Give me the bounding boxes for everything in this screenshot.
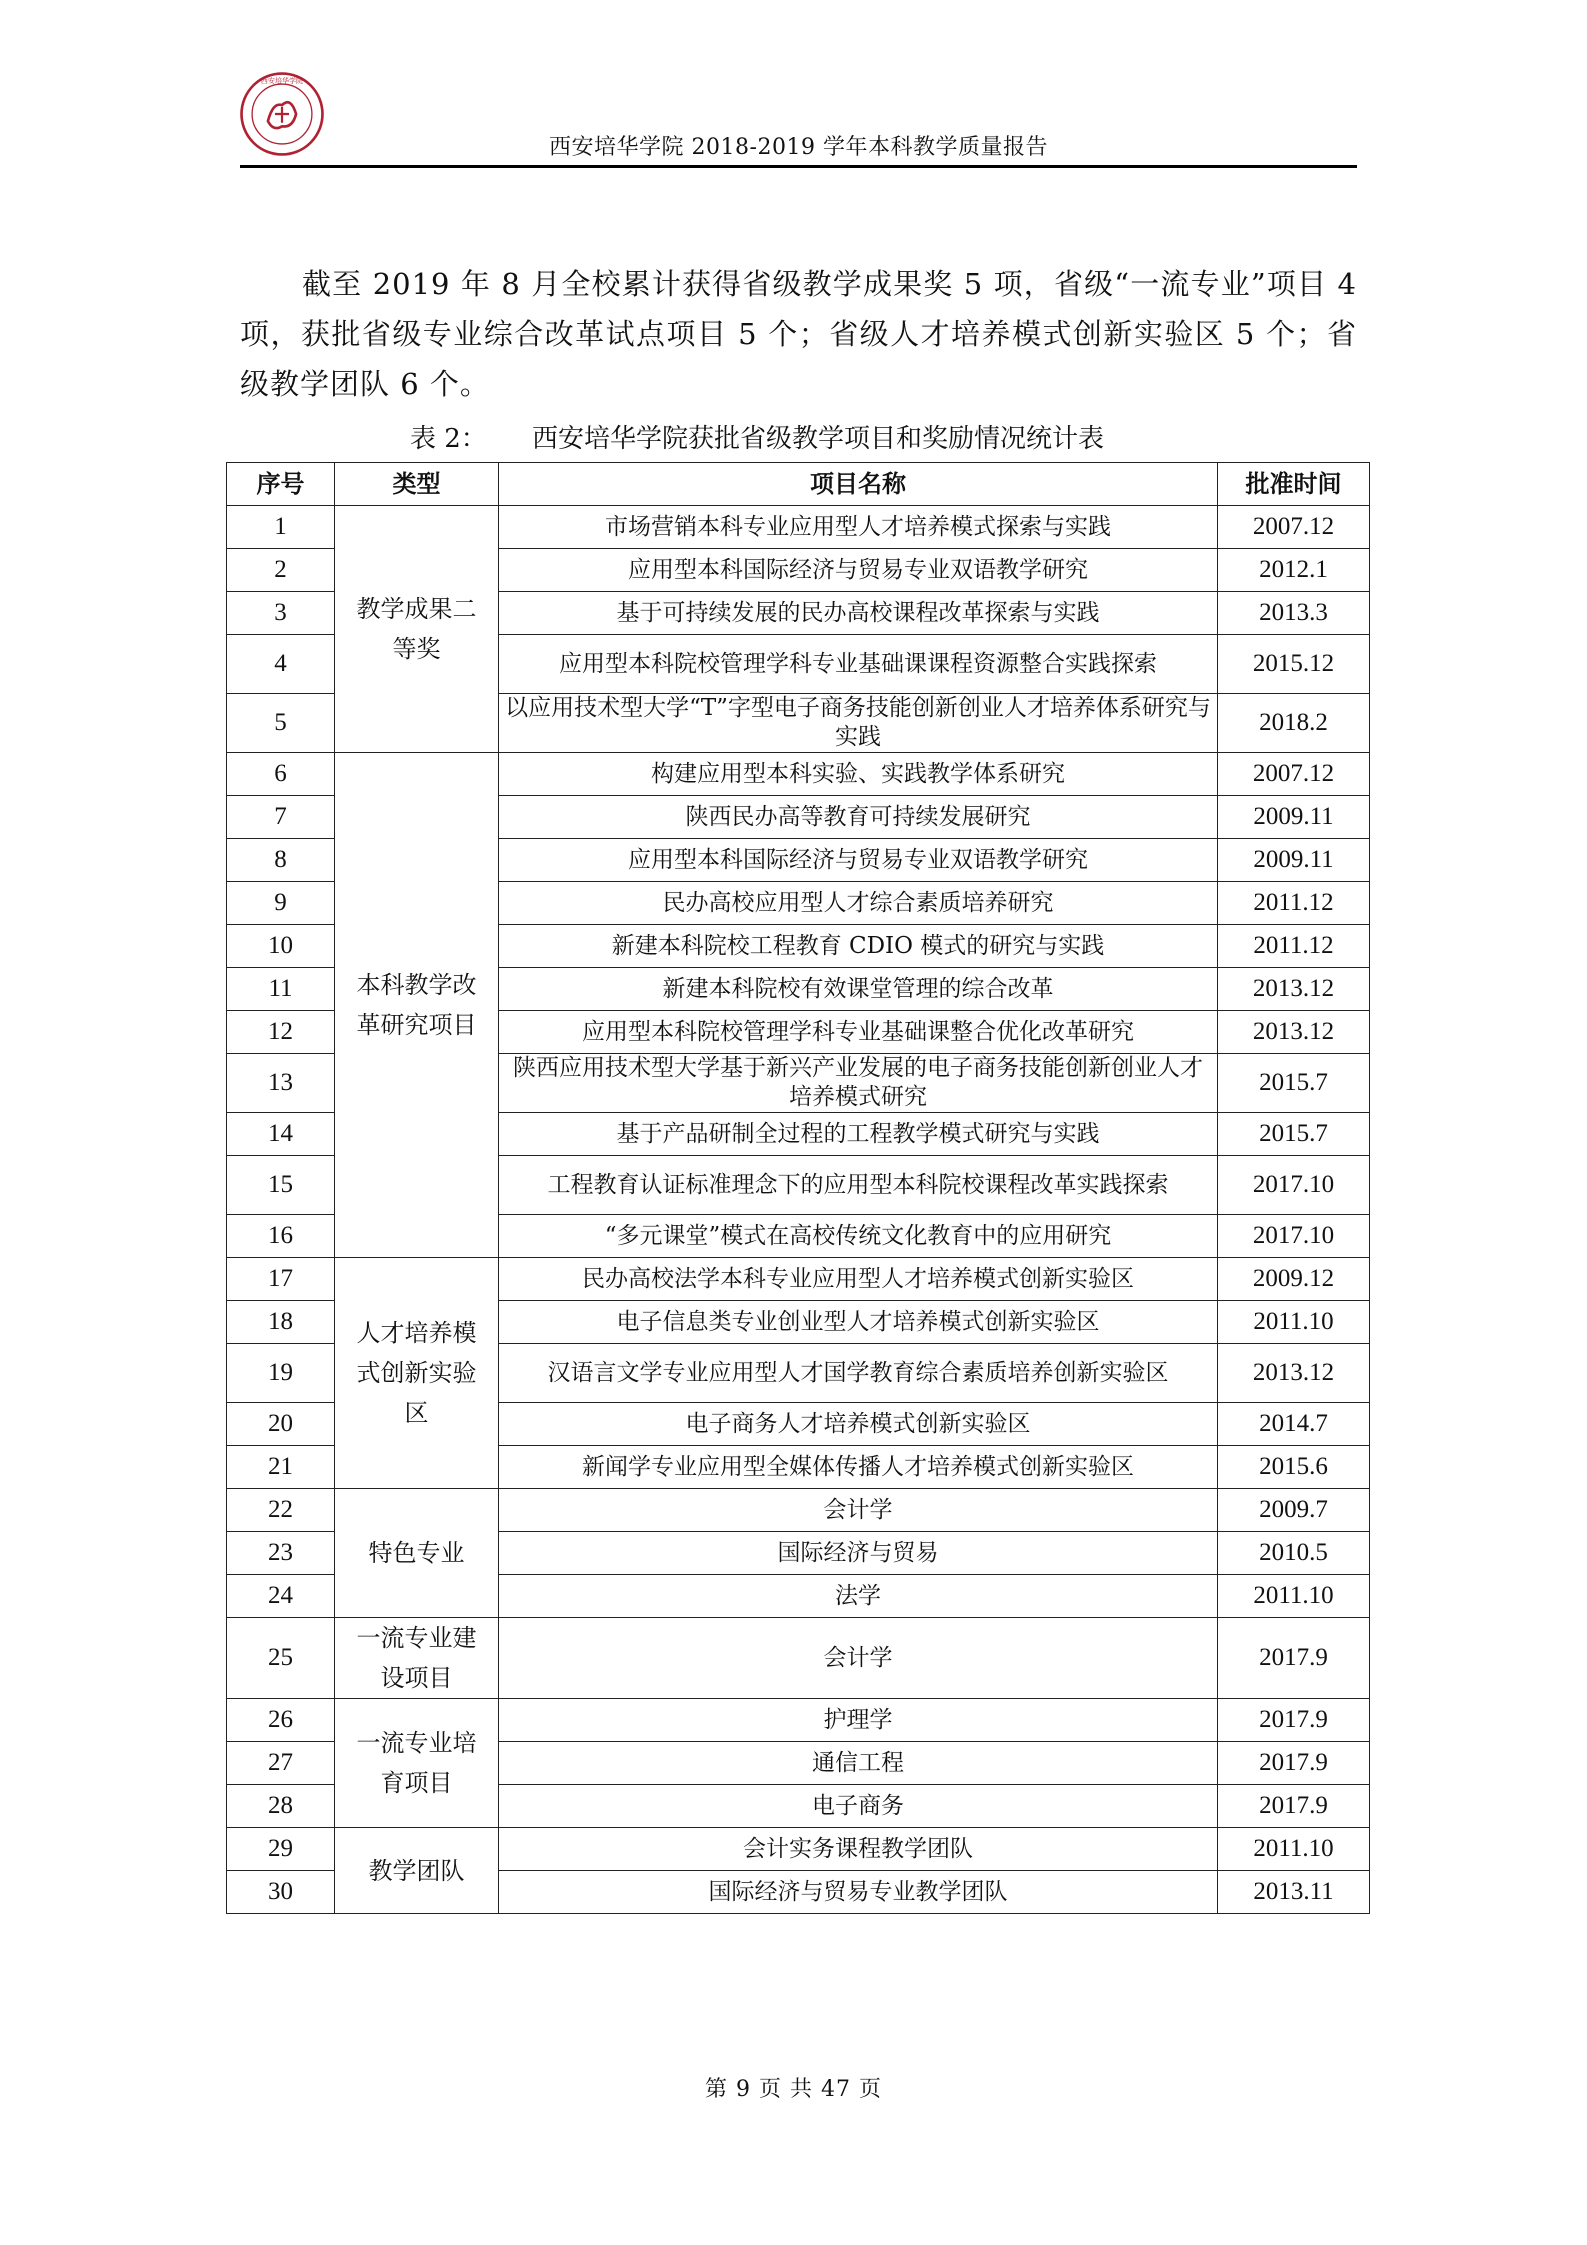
approval-date: 2011.10: [1218, 1828, 1370, 1871]
project-award-table: [226, 462, 1370, 1914]
project-name: 陕西应用技术型大学基于新兴产业发展的电子商务技能创新创业人才培养模式研究: [499, 1054, 1218, 1113]
table-header-row: [227, 463, 1370, 506]
row-number: 6: [227, 753, 335, 796]
approval-date: 2013.12: [1218, 968, 1370, 1011]
row-number: 30: [227, 1871, 335, 1914]
row-number: 2: [227, 549, 335, 592]
table-row: [227, 506, 1370, 549]
row-type: 教学团队: [335, 1828, 499, 1914]
row-number: 11: [227, 968, 335, 1011]
project-name: 应用型本科国际经济与贸易专业双语教学研究: [499, 839, 1218, 882]
project-name: 会计实务课程教学团队: [499, 1828, 1218, 1871]
row-number: 26: [227, 1699, 335, 1742]
approval-date: 2007.12: [1218, 506, 1370, 549]
project-name: 民办高校应用型人才综合素质培养研究: [499, 882, 1218, 925]
approval-date: 2015.7: [1218, 1113, 1370, 1156]
approval-date: 2015.6: [1218, 1446, 1370, 1489]
row-number: 29: [227, 1828, 335, 1871]
project-name: 通信工程: [499, 1742, 1218, 1785]
approval-date: 2011.10: [1218, 1301, 1370, 1344]
row-number: 5: [227, 694, 335, 753]
header-name: 项目名称: [499, 463, 1218, 506]
header-no: 序号: [227, 463, 335, 506]
approval-date: 2012.1: [1218, 549, 1370, 592]
row-number: 15: [227, 1156, 335, 1215]
row-number: 13: [227, 1054, 335, 1113]
caption-title: 西安培华学院获批省级教学项目和奖励情况统计表: [532, 424, 1105, 454]
approval-date: 2013.3: [1218, 592, 1370, 635]
approval-date: 2017.10: [1218, 1156, 1370, 1215]
project-name: 应用型本科院校管理学科专业基础课整合优化改革研究: [499, 1011, 1218, 1054]
project-name: 会计学: [499, 1489, 1218, 1532]
table-row: [227, 753, 1370, 796]
project-name: 工程教育认证标准理念下的应用型本科院校课程改革实践探索: [499, 1156, 1218, 1215]
approval-date: 2009.12: [1218, 1258, 1370, 1301]
header-title: 西安培华学院 2018-2019 学年本科教学质量报告: [549, 135, 1048, 160]
row-type: 一流专业建设项目: [335, 1618, 499, 1699]
approval-date: 2009.11: [1218, 839, 1370, 882]
project-name: 基于产品研制全过程的工程教学模式研究与实践: [499, 1113, 1218, 1156]
row-number: 20: [227, 1403, 335, 1446]
approval-date: 2009.7: [1218, 1489, 1370, 1532]
row-number: 14: [227, 1113, 335, 1156]
row-number: 17: [227, 1258, 335, 1301]
project-name: 应用型本科院校管理学科专业基础课课程资源整合实践探索: [499, 635, 1218, 694]
project-name: “多元课堂”模式在高校传统文化教育中的应用研究: [499, 1215, 1218, 1258]
table-body: [227, 506, 1370, 1914]
approval-date: 2017.9: [1218, 1785, 1370, 1828]
header-date: 批准时间: [1218, 463, 1370, 506]
table-row: [227, 1699, 1370, 1742]
row-type: 本科教学改革研究项目: [335, 753, 499, 1258]
row-number: 18: [227, 1301, 335, 1344]
project-name: 新建本科院校有效课堂管理的综合改革: [499, 968, 1218, 1011]
approval-date: 2015.7: [1218, 1054, 1370, 1113]
project-name: 市场营销本科专业应用型人才培养模式探索与实践: [499, 506, 1218, 549]
approval-date: 2009.11: [1218, 796, 1370, 839]
row-number: 25: [227, 1618, 335, 1699]
project-name: 会计学: [499, 1618, 1218, 1699]
header-rule: [240, 165, 1357, 168]
table-row: [227, 1828, 1370, 1871]
approval-date: 2013.12: [1218, 1011, 1370, 1054]
project-name: 电子商务: [499, 1785, 1218, 1828]
logo-text: 西安培华学院: [260, 76, 304, 86]
project-name: 国际经济与贸易专业教学团队: [499, 1871, 1218, 1914]
project-name: 基于可持续发展的民办高校课程改革探索与实践: [499, 592, 1218, 635]
row-number: 7: [227, 796, 335, 839]
approval-date: 2014.7: [1218, 1403, 1370, 1446]
row-number: 8: [227, 839, 335, 882]
project-name: 民办高校法学本科专业应用型人才培养模式创新实验区: [499, 1258, 1218, 1301]
project-name: 构建应用型本科实验、实践教学体系研究: [499, 753, 1218, 796]
approval-date: 2017.9: [1218, 1699, 1370, 1742]
row-type: 人才培养模式创新实验区: [335, 1258, 499, 1489]
project-name: 陕西民办高等教育可持续发展研究: [499, 796, 1218, 839]
approval-date: 2015.12: [1218, 635, 1370, 694]
row-number: 10: [227, 925, 335, 968]
page-footer: 第 9 页 共 47 页: [705, 2077, 882, 2102]
project-name: 新建本科院校工程教育 CDIO 模式的研究与实践: [499, 925, 1218, 968]
row-number: 4: [227, 635, 335, 694]
table-row: [227, 1618, 1370, 1699]
approval-date: 2013.12: [1218, 1344, 1370, 1403]
approval-date: 2017.9: [1218, 1618, 1370, 1699]
project-name: 汉语言文学专业应用型人才国学教育综合素质培养创新实验区: [499, 1344, 1218, 1403]
project-name: 新闻学专业应用型全媒体传播人才培养模式创新实验区: [499, 1446, 1218, 1489]
row-type: 特色专业: [335, 1489, 499, 1618]
approval-date: 2017.9: [1218, 1742, 1370, 1785]
row-type: 教学成果二等奖: [335, 506, 499, 753]
approval-date: 2010.5: [1218, 1532, 1370, 1575]
table-row: [227, 1258, 1370, 1301]
row-number: 24: [227, 1575, 335, 1618]
approval-date: 2011.10: [1218, 1575, 1370, 1618]
approval-date: 2013.11: [1218, 1871, 1370, 1914]
row-number: 22: [227, 1489, 335, 1532]
caption-number: 表 2：: [410, 424, 487, 454]
intro-paragraph: 截至 2019 年 8 月全校累计获得省级教学成果奖 5 项，省级“一流专业”项目 4 项，获批省级专业综合改革试点项目 5 个；省级人才培养模式创新实验区 5 个；省级教学团队 6 个。: [240, 267, 1357, 401]
project-name: 国际经济与贸易: [499, 1532, 1218, 1575]
row-number: 28: [227, 1785, 335, 1828]
row-number: 27: [227, 1742, 335, 1785]
row-number: 9: [227, 882, 335, 925]
approval-date: 2011.12: [1218, 882, 1370, 925]
row-number: 1: [227, 506, 335, 549]
table-caption: [410, 418, 1104, 455]
project-name: 电子商务人才培养模式创新实验区: [499, 1403, 1218, 1446]
row-number: 16: [227, 1215, 335, 1258]
project-name: 法学: [499, 1575, 1218, 1618]
header-type: 类型: [335, 463, 499, 506]
row-number: 19: [227, 1344, 335, 1403]
approval-date: 2007.12: [1218, 753, 1370, 796]
project-name: 电子信息类专业创业型人才培养模式创新实验区: [499, 1301, 1218, 1344]
table-row: [227, 1489, 1370, 1532]
row-number: 23: [227, 1532, 335, 1575]
project-name: 以应用技术型大学“T”字型电子商务技能创新创业人才培养体系研究与实践: [499, 694, 1218, 753]
project-name: 应用型本科国际经济与贸易专业双语教学研究: [499, 549, 1218, 592]
row-number: 12: [227, 1011, 335, 1054]
row-number: 21: [227, 1446, 335, 1489]
row-number: 3: [227, 592, 335, 635]
row-type: 一流专业培育项目: [335, 1699, 499, 1828]
approval-date: 2017.10: [1218, 1215, 1370, 1258]
approval-date: 2018.2: [1218, 694, 1370, 753]
approval-date: 2011.12: [1218, 925, 1370, 968]
project-name: 护理学: [499, 1699, 1218, 1742]
